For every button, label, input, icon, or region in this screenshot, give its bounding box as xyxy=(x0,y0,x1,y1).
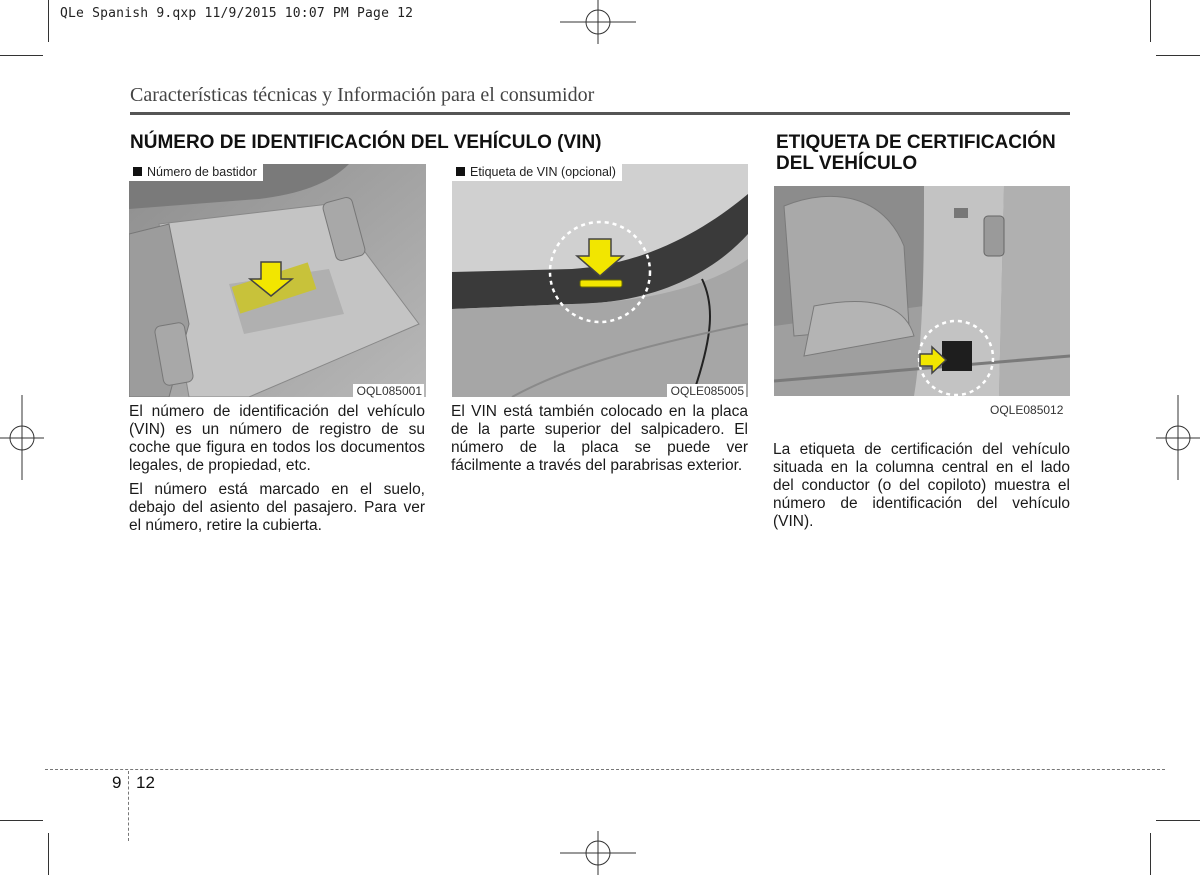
paragraph: El número está marcado en el suelo, debajo del asiento del pasajero. Para ver el número, retire la cubierta. xyxy=(129,481,425,534)
figure-dashboard xyxy=(452,164,748,397)
figure1-code: OQL085001 xyxy=(353,384,424,398)
door-pillar-illustration xyxy=(774,186,1070,396)
footer-dashed-rule xyxy=(45,769,1165,770)
figure3-code: OQLE085012 xyxy=(990,403,1064,417)
square-bullet-icon xyxy=(456,167,465,176)
footer-dashed-divider xyxy=(128,771,129,841)
cert-label-shape xyxy=(942,341,972,371)
chapter-number: 9 xyxy=(112,773,122,792)
figure2-code: OQLE085005 xyxy=(667,384,746,398)
dashboard-illustration xyxy=(452,164,748,397)
figure2-caption: Etiqueta de VIN (opcional) xyxy=(452,164,622,181)
running-header: Características técnicas y Información para el consumidor xyxy=(130,84,595,106)
paragraph: El VIN está también colocado en la placa de la parte superior del salpicadero. El número de la placa se puede ver fácilmente a través del parabrisas exterior. xyxy=(451,403,748,474)
square-bullet-icon xyxy=(133,167,142,176)
cert-section-title: ETIQUETA DE CERTIFICACIÓN DEL VEHÍCULO xyxy=(776,132,1056,174)
paragraph: La etiqueta de certificación del vehículo situada en la columna central en el lado del conductor (o del copiloto) muestra el número de identificación del vehículo (VIN). xyxy=(773,441,1070,530)
vin-section-title: NÚMERO DE IDENTIFICACIÓN DEL VEHÍCULO (VIN) xyxy=(130,132,602,153)
cert-column-text xyxy=(773,441,1070,537)
under-seat-illustration xyxy=(129,164,426,397)
vin-column-1-text xyxy=(129,403,425,541)
paragraph: El número de identificación del vehículo (VIN) es un número de registro de su coche que figura en todos los documentos legales, de propiedad, etc. xyxy=(129,403,425,474)
figure1-caption: Número de bastidor xyxy=(129,164,263,181)
figure-door-pillar xyxy=(774,186,1070,396)
vin-column-2-text xyxy=(451,403,748,481)
print-slug: QLe Spanish 9.qxp 11/9/2015 10:07 PM Page 12 xyxy=(60,6,414,21)
header-rule xyxy=(130,112,1070,115)
vin-plate-shape xyxy=(580,280,622,287)
figure-under-seat xyxy=(129,164,426,397)
page-number: 12 xyxy=(136,773,155,792)
